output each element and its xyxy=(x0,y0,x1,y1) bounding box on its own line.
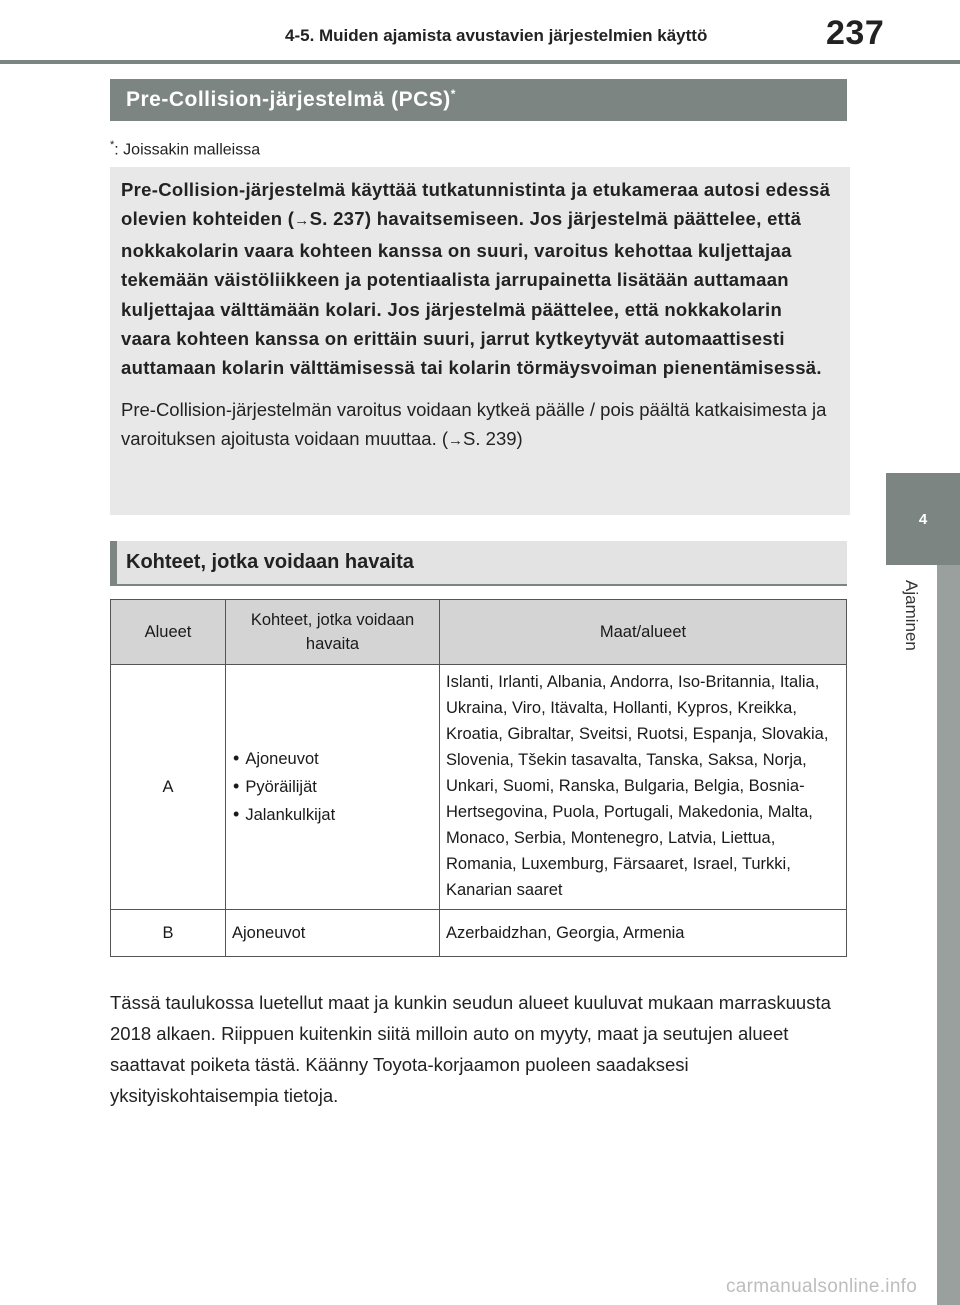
section-title-text: Pre-Collision-järjestelmä (PCS) xyxy=(126,88,451,111)
running-header: 4-5. Muiden ajamista avustavien järjestelmien käyttö xyxy=(285,26,708,45)
col-header-objects: Kohteet, jotka voidaan havaita xyxy=(226,600,440,665)
ref-arrow-icon: → xyxy=(448,432,464,450)
footnote-mark: * xyxy=(110,139,115,151)
section-title-targets: Kohteet, jotka voidaan havaita xyxy=(110,541,847,586)
table-row xyxy=(111,910,847,957)
pcs-info-box xyxy=(110,167,850,515)
objects-list xyxy=(227,745,438,829)
pcs-description-end: ) havaitsemiseen. Jos järjestelmä päättelee, että nokkakolarin vaara kohteen kanssa on suuri, varoitus kehottaa kuljettajaa tekemään väistöliikkeen ja potentiaalista jarrupainetta lisätään auttamaan kuljettajaa välttämään kolari. Jos järjestelmä päättelee, että nokkakolarin vaara kohteen kanssa on erittäin suuri, jarrut kytkeytyvät automaattisesti auttamaan kolarin välttämisessä tai kolarin törmäysvoiman pienentämisessä. xyxy=(121,208,822,379)
section-title-mark: * xyxy=(450,87,456,101)
closing-paragraph: Tässä taulukossa luetellut maat ja kunkin seudun alueet kuuluvat mukaan marraskuusta 2018 alkaen. Riippuen kuitenkin siitä milloin auto on myyty, maat ja seutujen alueet saattavat poiketa tästä. Käänny Toyota-korjaamon puoleen saadaksesi yksityiskohtaisempia tietoja. xyxy=(110,992,831,1106)
col-header-area: Alueet xyxy=(111,600,226,665)
footnote-text: : Joissakin malleissa xyxy=(114,141,261,159)
list-item: • Jalankulkijat xyxy=(233,801,438,829)
chapter-label: Ajaminen xyxy=(902,580,921,651)
header-divider xyxy=(0,60,960,64)
chapter-number: 4 xyxy=(918,510,928,528)
pcs-description-start: Pre-Collision-järjestelmä käyttää tutkatunnistinta ja etukameraa autosi edessä olevien kohteiden ( xyxy=(121,179,831,230)
table-header-row xyxy=(111,600,847,665)
pcs-description xyxy=(121,175,834,383)
watermark: carmanualsonline.info xyxy=(726,1276,918,1297)
countries-cell: Azerbaidzhan, Georgia, Armenia xyxy=(440,910,847,957)
list-item: • Ajoneuvot xyxy=(233,745,438,773)
chapter-tab[interactable] xyxy=(886,473,960,565)
page-ref-link-239[interactable]: S. 239 xyxy=(463,428,517,450)
col-header-countries: Maat/alueet xyxy=(440,600,847,665)
objects-cell xyxy=(226,665,440,910)
table-row xyxy=(111,665,847,910)
objects-cell: Ajoneuvot xyxy=(226,910,440,957)
page-number: 237 xyxy=(826,14,885,52)
detection-table xyxy=(110,599,847,957)
list-item: • Pyöräilijät xyxy=(233,773,438,801)
ref-arrow-icon: → xyxy=(294,212,310,230)
page-ref-link-237[interactable]: S. 237 xyxy=(309,208,365,230)
pcs-warning-end: ) xyxy=(516,428,523,450)
chapter-side-bar xyxy=(937,565,960,1305)
section-title-pcs xyxy=(110,79,847,121)
area-cell: A xyxy=(111,665,226,910)
pcs-warning-note xyxy=(121,395,834,456)
pcs-warning-start: Pre-Collision-järjestelmän varoitus voidaan kytkeä päälle / pois päältä katkaisimesta ja varoituksen ajoitusta voidaan muuttaa. ( xyxy=(121,398,827,450)
footnote xyxy=(110,139,260,159)
countries-cell: Islanti, Irlanti, Albania, Andorra, Iso-Britannia, Italia, Ukraina, Viro, Itävalta, Hollanti, Kypros, Kreikka, Kroatia, Gibraltar, Sveitsi, Ruotsi, Espanja, Slovakia, Slovenia, Tšekin tasavalta, Tanska, Saksa, Norja, Unkari, Suomi, Ranska, Bulgaria, Belgia, Bosnia-Hertsegovina, Puola, Portugali, Makedonia, Malta, Monaco, Serbia, Montenegro, Latvia, Liettua, Romania, Luxemburg, Färsaaret, Israel, Turkki, Kanarian saaret xyxy=(440,665,847,910)
area-cell: B xyxy=(111,910,226,957)
